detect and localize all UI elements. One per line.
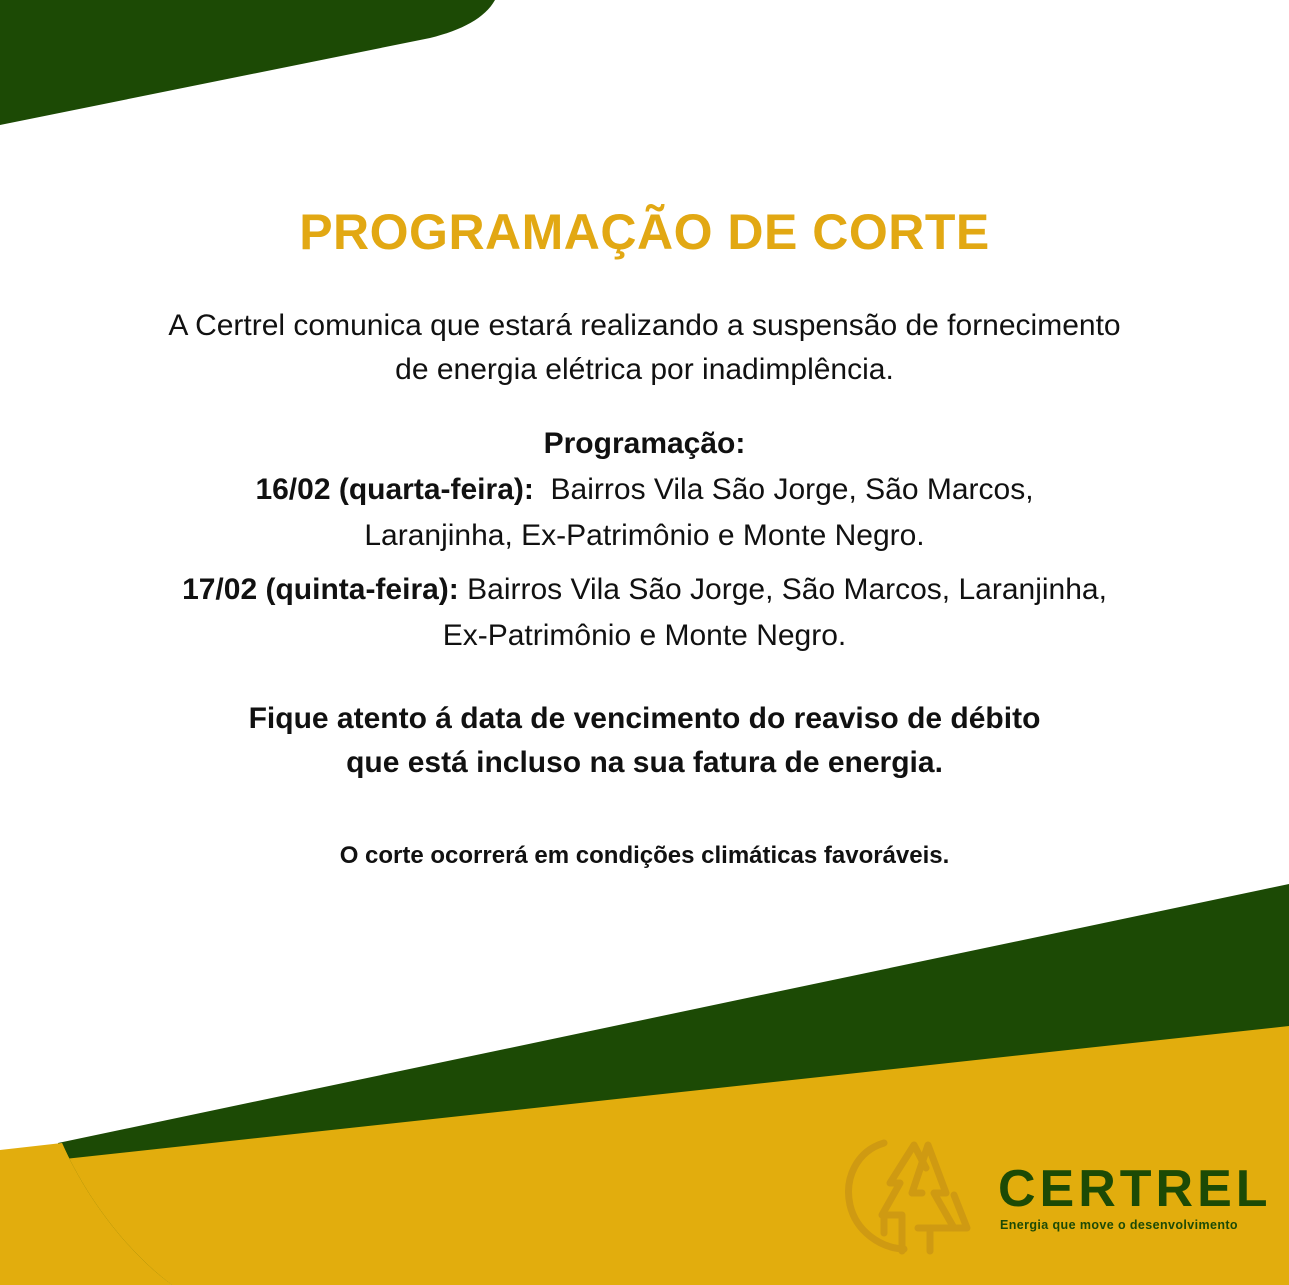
schedule-day1-line1	[0, 467, 1289, 513]
brand-tagline: Energia que move o desenvolvimento	[1000, 1218, 1238, 1232]
schedule-heading: Programação:	[543, 427, 746, 460]
warning-line-1: Fique atento á data de vencimento do reaviso de débito	[248, 702, 1041, 735]
schedule-day2-text-1: Bairros Vila São Jorge, São Marcos, Laranjinha,	[467, 573, 1107, 606]
intro-line-2: de energia elétrica por inadimplência.	[395, 353, 894, 386]
top-left-green-band	[0, 0, 495, 125]
intro-text	[0, 304, 1289, 392]
intro-line-1: A Certrel comunica que estará realizando a suspensão de fornecimento	[168, 309, 1121, 342]
schedule-day1-text-1: Bairros Vila São Jorge, São Marcos,	[550, 473, 1034, 506]
schedule-day2-text-2: Ex-Patrimônio e Monte Negro.	[442, 619, 847, 652]
schedule-block	[0, 421, 1289, 559]
warning-line-2: que está incluso na sua fatura de energia.	[346, 746, 943, 779]
brand-name: CERTREL	[998, 1160, 1272, 1218]
schedule-day2-block	[0, 567, 1289, 659]
trees-logo-icon	[842, 1133, 977, 1258]
schedule-day2-line1	[0, 567, 1289, 613]
schedule-day1-date: 16/02 (quarta-feira):	[255, 473, 534, 506]
warning-text	[0, 697, 1289, 785]
climate-note: O corte ocorrerá em condições climáticas favoráveis.	[339, 842, 950, 869]
page-title: PROGRAMAÇÃO DE CORTE	[299, 204, 990, 260]
schedule-day2-date: 17/02 (quinta-feira):	[182, 573, 459, 606]
certrel-logo	[842, 1133, 1272, 1258]
schedule-day1-text-2: Laranjinha, Ex-Patrimônio e Monte Negro.	[364, 519, 925, 552]
